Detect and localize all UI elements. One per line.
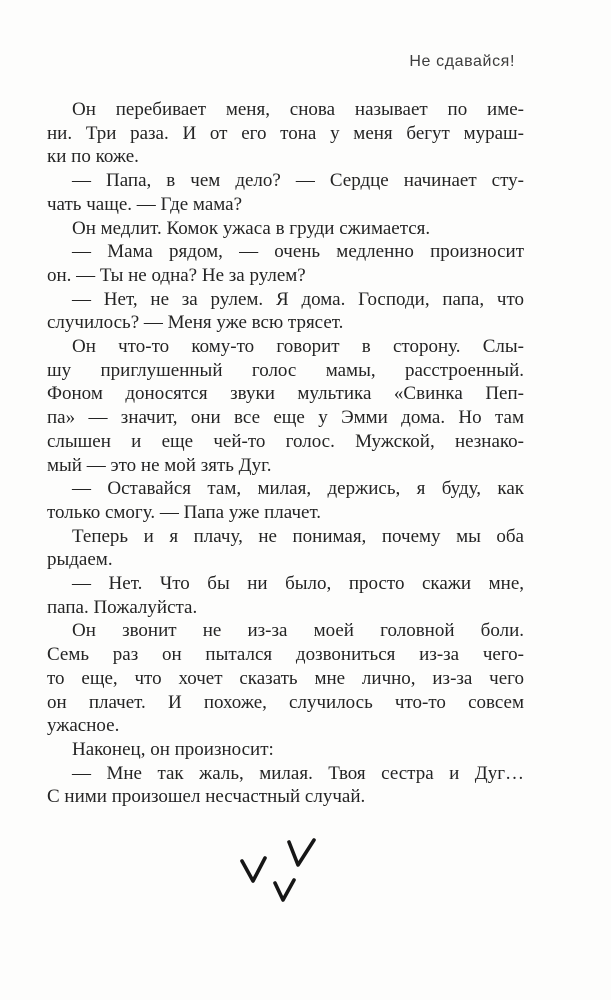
paragraph [47, 762, 524, 809]
text-line: — Нет, не за рулем. Я дома. Господи, папа, что [72, 288, 524, 310]
text-line: чать чаще. — Где мама? [47, 193, 243, 215]
text-line: Он что-то кому-то говорит в сторону. Слы- [72, 336, 524, 358]
text-line: Фоном доносятся звуки мультика «Свинка Пеп- [47, 383, 524, 405]
paragraph [47, 169, 524, 216]
text-line: Наконец, он произносит: [72, 738, 274, 760]
paragraph [47, 217, 524, 241]
paragraph [47, 619, 524, 738]
text-line: — Папа, в чем дело? — Сердце начинает сту- [72, 170, 524, 192]
text-line: рыдаем. [47, 549, 113, 571]
text-line: слышен и еще чей-то голос. Мужской, незнако- [47, 430, 524, 452]
text-line: Он медлит. Комок ужаса в груди сжимается. [72, 217, 431, 239]
text-line: ужасное. [47, 715, 120, 737]
text-line: па» — значит, они все еще у Эмми дома. Но там [47, 407, 524, 429]
paragraph [47, 240, 524, 287]
text-line: — Нет. Что бы ни было, просто скажи мне, [72, 573, 524, 595]
text-line: Теперь и я плачу, не понимая, почему мы оба [72, 525, 524, 547]
paragraph [47, 572, 524, 619]
text-line: ки по коже. [47, 146, 139, 168]
paragraph [47, 738, 524, 762]
paragraph [47, 477, 524, 524]
check-mark-icon [242, 858, 265, 881]
paragraph [47, 525, 524, 572]
paragraph [47, 98, 524, 169]
text-line: папа. Пожалуйста. [47, 596, 198, 618]
text-line: он плачет. И похоже, случилось что-то совсем [47, 691, 524, 713]
paragraph [47, 335, 524, 477]
page-text [47, 98, 524, 809]
running-header: Не сдавайся! [409, 53, 515, 70]
check-mark-icon [275, 880, 294, 900]
check-mark-icon [289, 840, 314, 865]
text-line: Семь раз он пытался дозвониться из-за чего- [47, 644, 524, 666]
text-line: Он звонит не из-за моей головной боли. [72, 620, 524, 642]
text-line: шу приглушенный голос мамы, расстроенный. [47, 359, 524, 381]
text-line: — Мама рядом, — очень медленно произносит [72, 241, 524, 263]
text-line: ни. Три раза. И от его тона у меня бегут мураш- [47, 122, 524, 144]
paragraph [47, 288, 524, 335]
text-line: случилось? — Меня уже всю трясет. [47, 312, 344, 334]
text-line: то еще, что хочет сказать мне лично, из-за чего [47, 667, 524, 689]
text-line: — Мне так жаль, милая. Твоя сестра и Дуг… [72, 762, 524, 784]
text-line: только смогу. — Папа уже плачет. [47, 501, 322, 523]
section-break-ornament [230, 833, 330, 918]
text-line: С ними произошел несчастный случай. [47, 786, 366, 808]
text-line: — Оставайся там, милая, держись, я буду, как [72, 478, 524, 500]
text-line: мый — это не мой зять Дуг. [47, 454, 272, 476]
text-line: он. — Ты не одна? Не за рулем? [47, 264, 306, 286]
text-line: Он перебивает меня, снова называет по име- [72, 99, 524, 120]
